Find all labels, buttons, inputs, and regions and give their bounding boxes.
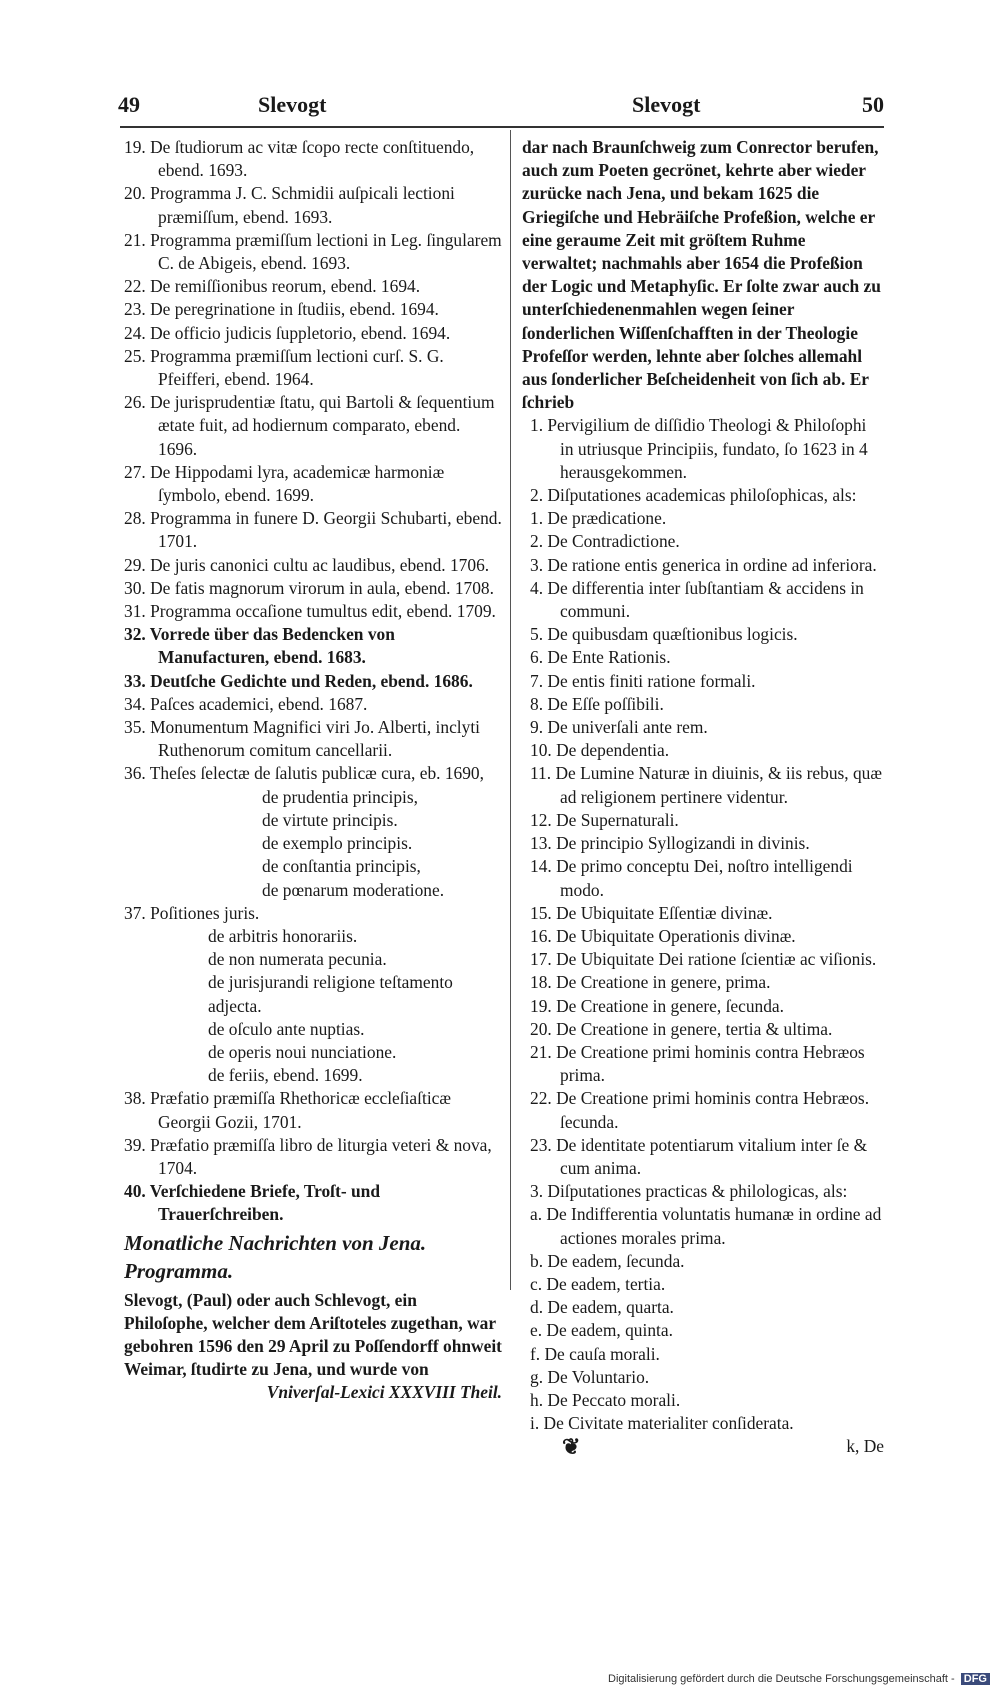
header-rule [120,126,884,128]
right-column [522,136,884,1459]
list-item: 36. Theſes ſelectæ de ſalutis publicæ cura, eb. 1690, [124,763,484,784]
works-item: 3. Diſputationes practicas & philologicas, als: [530,1181,848,1202]
practica-item: c. De eadem, tertia. [530,1273,666,1294]
page-bottom [522,1435,884,1459]
disputatio-item: 7. De entis finiti ratione formali. [530,670,756,691]
disputatio-item: 23. De identitate potentiarum vitalium inter ſe & cum anima. [530,1134,868,1178]
practica-item: a. De Indifferentia voluntatis humanæ in ordine ad actiones morales prima. [530,1204,882,1248]
disputatio-item: 19. De Creatione in genere, ſecunda. [530,995,784,1016]
practica-item: e. De eadem, quinta. [530,1320,673,1341]
practica-item: d. De eadem, quarta. [530,1297,674,1318]
list-item: 20. Programma J. C. Schmidii auſpicali lectioni præmiſſum, ebend. 1693. [124,183,455,227]
list-item: 21. Programma præmiſſum lectioni in Leg. ſingularem C. de Abigeis, ebend. 1693. [124,229,502,274]
positiones-item: de oſculo ante nuptias. [208,1018,365,1039]
practica-item: h. De Peccato morali. [530,1389,681,1410]
list-item: 35. Monumentum Magnifici viri Jo. Alberti, inclyti Ruthenorum comitum cancellarii. [124,717,480,761]
disputatio-item: 9. De univerſali ante rem. [530,717,708,738]
thesis-item: de pœnarum moderatione. [262,879,445,900]
disputatio-item: 3. De ratione entis generica in ordine ad inferiora. [530,554,877,575]
disputatio-item: 13. De principio Syllogizandi in divinis. [530,833,810,854]
column-divider [510,130,511,1290]
ornament-icon: ❦ [562,1434,581,1460]
practica-item: f. De cauſa morali. [530,1343,660,1364]
thesis-item: de virtute principis. [262,809,398,830]
positiones-item: de non numerata pecunia. [208,949,387,970]
list-item: 27. De Hippodami lyra, academicæ harmoniæ ſymbolo, ebend. 1699. [124,461,445,506]
list-item: 24. De officio judicis ſuppletorio, ebend. 1694. [124,322,451,343]
thesis-item: de conſtantia principis, [262,856,421,877]
dfg-logo: DFG [961,1673,990,1685]
disputatio-item: 20. De Creatione in genere, tertia & ultima. [530,1018,833,1039]
practica-item: b. De eadem, ſecunda. [530,1250,685,1271]
practica-item: i. De Civitate materialiter conſiderata. [530,1413,794,1434]
left-column [124,136,502,1405]
catchword: k, De [846,1436,884,1457]
positiones-item: de operis noui nunciatione. [208,1041,397,1062]
disputatio-item: 6. De Ente Rationis. [530,647,671,668]
list-item: 19. De ſtudiorum ac vitæ ſcopo recte conſtituendo, ebend. 1693. [124,137,475,181]
disputatio-item: 12. De Supernaturali. [530,809,679,830]
list-item: 39. Præfatio præmiſſa libro de liturgia veteri & nova, 1704. [124,1134,492,1178]
biography-continuation: dar nach Braunſchweig zum Conrector berufen, auch zum Poeten gecrönet, kehrte aber wieder zurücke nach Jena, und bekam 1625 die Griegiſche und Hebräiſche Profeßion, welche er eine geraume Zeit mit gröſtem Ruhme verwaltet; nachmahls aber 1654 die Profeßion der Logic und Metaphyſic. Er ſolte zwar auch zu unterſchiedenenmahlen wegen ſeiner ſonderlichen Wiſſenſchafften in der Theologie Profeſſor werden, lehnte aber ſolches allemahl aus ſonderlicher Beſcheidenheit von ſich ab. Er ſchrieb [522,137,881,413]
disputatio-item: 4. De differentia inter ſubſtantiam & accidens in communi. [530,577,864,622]
signature-mark: Vniverſal-Lexici XXXVIII Theil. [266,1382,502,1403]
disputatio-item: 5. De quibusdam quæſtionibus logicis. [530,624,798,645]
disputatio-item: 1. De prædicatione. [530,508,667,529]
disputatio-item: 21. De Creatione primi hominis contra Hebræos prima. [530,1041,865,1086]
positiones-list [124,925,502,1087]
digitization-footer [608,1673,990,1685]
list-item: 33. Deutſche Gedichte und Reden, ebend. 1686. [124,670,473,691]
positiones-item: de arbitris honorariis. [208,925,358,946]
disputatio-item: 2. De Contradictione. [530,531,680,552]
running-title-right: Slevogt [632,92,701,117]
disputatio-item: 10. De dependentia. [530,740,670,761]
thesis-item: de prudentia principis, [262,786,418,807]
positiones-item: de jurisjurandi religione teſtamento adjecta. [208,972,453,1016]
list-item: 23. De peregrinatione in ſtudiis, ebend. 1694. [124,299,439,320]
thesis-list [124,786,502,902]
list-item: 29. De juris canonici cultu ac laudibus, ebend. 1706. [124,554,490,575]
page-number-left: 49 [118,92,140,117]
disputatio-item: 16. De Ubiquitate Operationis divinæ. [530,925,796,946]
list-item: 30. De fatis magnorum virorum in aula, ebend. 1708. [124,577,494,598]
positiones-item: de feriis, ebend. 1699. [208,1065,363,1086]
footer-text: Digitalisierung gefördert durch die Deutsche Forschungsgemeinschaft - [608,1673,955,1685]
disputatio-item: 8. De Eſſe poſſibili. [530,693,664,714]
list-item: 40. Verſchiedene Briefe, Troſt- und Trauerſchreiben. [124,1181,381,1225]
list-item: 34. Paſces academici, ebend. 1687. [124,693,368,714]
disputatio-item: 22. De Creatione primi hominis contra Hebræos. ſecunda. [530,1088,870,1132]
page-number-right: 50 [862,92,884,117]
running-title-left: Slevogt [258,92,327,117]
list-item: 26. De jurisprudentiæ ſtatu, qui Bartoli & ſequentium ætate fuit, ad hodiernum comparato, ebend. 1696. [124,392,495,459]
works-item: 2. Diſputationes academicas philoſophicas, als: [530,485,857,506]
disputatio-item: 14. De primo conceptu Dei, noſtro intelligendi modo. [530,856,853,900]
list-item: 38. Præfatio præmiſſa Rhethoricæ eccleſiaſticæ Georgii Gozii, 1701. [124,1088,451,1132]
list-item: 31. Programma occaſione tumultus edit, ebend. 1709. [124,601,496,622]
source-note: Monatliche Nachrichten von Jena. Programma. [124,1230,427,1283]
disputatio-item: 15. De Ubiquitate Eſſentiæ divinæ. [530,902,773,923]
disputatio-item: 17. De Ubiquitate Dei ratione ſcientiæ ac viſionis. [530,949,877,970]
works-item: 1. Pervigilium de diſſidio Theologi & Philoſophi in utriusque Principiis, fundato, ſo 1623 in 4 herausgekommen. [530,415,868,482]
list-item: 22. De remiſſionibus reorum, ebend. 1694. [124,276,421,297]
thesis-item: de exemplo principis. [262,833,413,854]
disputatio-item: 11. De Lumine Naturæ in diuinis, & iis rebus, quæ ad religionem pertinere videntur. [530,763,882,807]
list-item: 28. Programma in funere D. Georgii Schubarti, ebend. 1701. [124,508,502,552]
practica-item: g. De Voluntario. [530,1366,650,1387]
list-item: 25. Programma præmiſſum lectioni curſ. S. G. Pfeifferi, ebend. 1964. [124,345,444,390]
biography-head: Slevogt, (Paul) oder auch Schlevogt, ein Philoſophe, welcher dem Ariſtoteles zugethan, war gebohren 1596 den 29 April zu Poſſendorff ohnweit Weimar, ſtudirte zu Jena, und wurde von [124,1289,502,1380]
list-item: 37. Poſitiones juris. [124,902,260,923]
disputatio-item: 18. De Creatione in genere, prima. [530,972,771,993]
list-item: 32. Vorrede über das Bedencken von Manufacturen, ebend. 1683. [124,624,395,668]
